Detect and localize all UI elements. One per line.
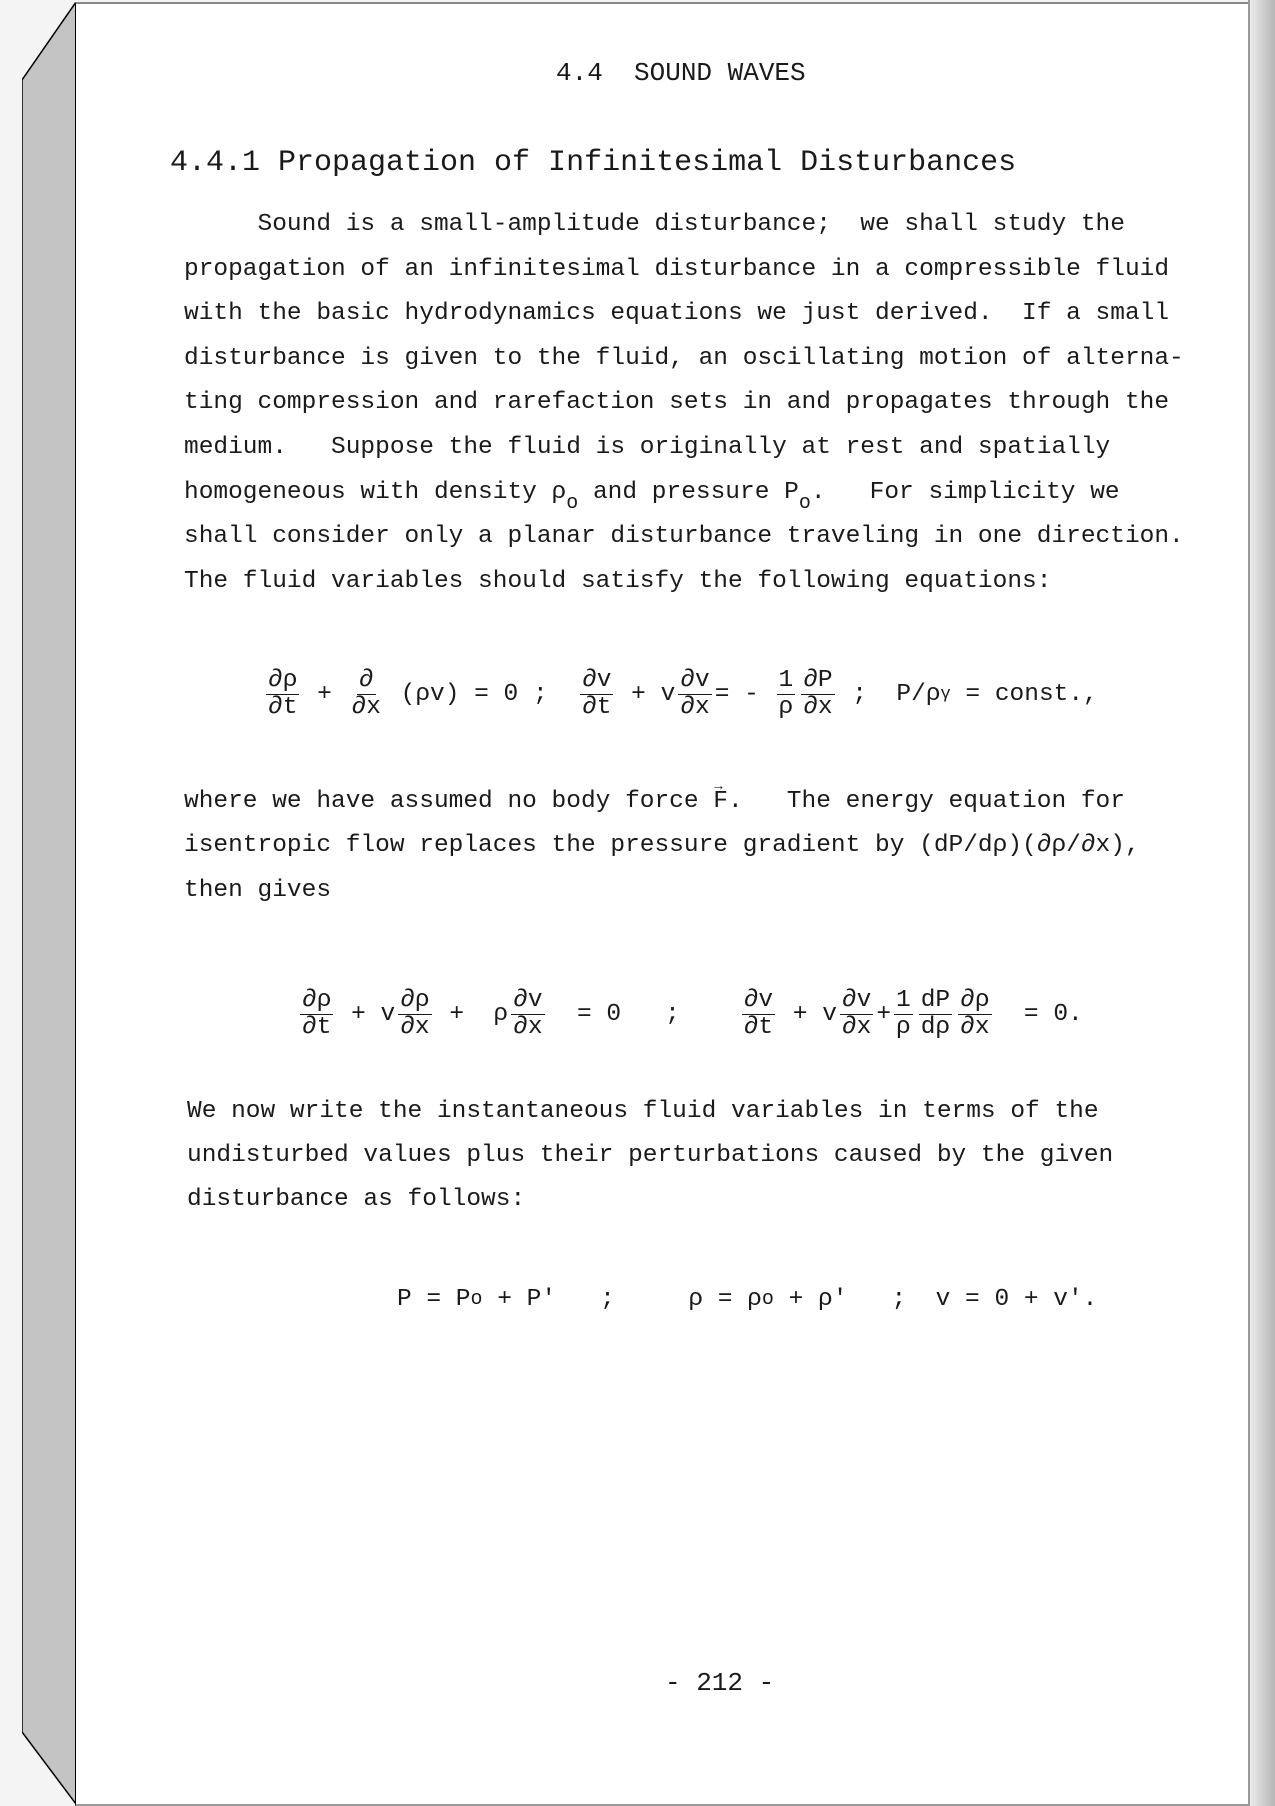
text-run: homogeneous with density ρ bbox=[184, 478, 567, 506]
subsection-heading: 4.4.1 Propagation of Infinitesimal Disturbances bbox=[170, 146, 1017, 180]
text-line bbox=[184, 567, 1051, 597]
text-run: + v bbox=[778, 1001, 837, 1028]
denominator: ∂x bbox=[400, 1014, 430, 1041]
section-title: 4.4 SOUND WAVES bbox=[556, 58, 806, 88]
text-line bbox=[184, 831, 1140, 861]
text-run: ; P/ρ bbox=[837, 681, 941, 708]
fraction bbox=[840, 988, 873, 1041]
subscript: o bbox=[798, 491, 811, 515]
denominator: ρ bbox=[896, 1014, 911, 1041]
denominator: ∂x bbox=[841, 1014, 872, 1041]
text-line bbox=[184, 478, 1120, 515]
text-run: + ρ' ; v = 0 + v'. bbox=[773, 1286, 1098, 1313]
text-run: . For simplicity we bbox=[810, 478, 1120, 506]
denominator: ρ bbox=[778, 694, 794, 721]
text-run: = 0 ; bbox=[547, 1001, 739, 1028]
numerator: ∂v bbox=[743, 987, 774, 1014]
numerator: ∂v bbox=[513, 987, 543, 1014]
text-line bbox=[184, 787, 1125, 817]
fraction bbox=[580, 668, 613, 721]
text-run: Sound is a small-amplitude disturbance; we shall study the bbox=[184, 211, 1125, 238]
text-line bbox=[184, 876, 331, 906]
text-line bbox=[184, 210, 1125, 240]
denominator: ∂x bbox=[960, 1014, 990, 1041]
fraction bbox=[801, 668, 834, 721]
text-run: + ρ bbox=[434, 1001, 509, 1028]
fraction bbox=[919, 988, 952, 1041]
denominator: ∂t bbox=[302, 1014, 332, 1041]
text-line bbox=[184, 344, 1184, 374]
denominator: ∂x bbox=[513, 1014, 543, 1041]
fraction bbox=[511, 988, 544, 1041]
numerator: ∂v bbox=[841, 987, 872, 1014]
book-spine bbox=[22, 2, 76, 1804]
numerator: dP bbox=[920, 987, 951, 1014]
numerator: ∂ρ bbox=[960, 987, 990, 1014]
vector-symbol: → F bbox=[713, 787, 728, 817]
numerator: ∂ bbox=[358, 667, 374, 694]
text-run: medium. Suppose the fluid is originally at rest and spatially bbox=[184, 434, 1111, 461]
fraction bbox=[300, 988, 333, 1041]
equation-1: $\frac{\partial\rho}{\partial t}$ + $\frac{\partial}{\partial x}$ (ρv) = 0 ; $\frac{\partial v}{\partial t}$ + v $\frac{\partial v}{\partial x}$ = - $\frac{1}{\rho}$ $\frac{\partial P}{\partial x}$ ; P/ρ γ = const., bbox=[268, 667, 1098, 721]
numerator: ∂v bbox=[582, 667, 612, 694]
text-run: propagation of an infinitesimal disturbance in a compressible fluid bbox=[184, 255, 1170, 283]
text-run: = - bbox=[714, 681, 774, 708]
numerator: ∂ρ bbox=[268, 667, 298, 694]
text-line bbox=[187, 1185, 525, 1215]
page-number: - 212 - bbox=[665, 1668, 775, 1698]
numerator: 1 bbox=[896, 987, 911, 1014]
text-line bbox=[187, 1141, 1113, 1171]
text-line bbox=[184, 522, 1184, 552]
denominator: ∂x bbox=[351, 694, 381, 721]
text-run: + bbox=[302, 681, 347, 708]
text-run: . The energy equation for bbox=[728, 788, 1125, 815]
text-run: = const., bbox=[950, 681, 1098, 708]
fraction bbox=[266, 668, 299, 721]
numerator: 1 bbox=[778, 667, 794, 694]
text-run: and pressure P bbox=[578, 478, 799, 506]
text-run: disturbance as follows: bbox=[187, 1186, 526, 1213]
fraction bbox=[777, 668, 796, 721]
text-run: The fluid variables should satisfy the following equations: bbox=[184, 567, 1052, 595]
text-line bbox=[184, 388, 1169, 418]
fraction bbox=[958, 988, 991, 1041]
page-edge bbox=[1248, 0, 1275, 1806]
text-run: with the basic hydrodynamics equations we just derived. If a small bbox=[184, 300, 1170, 328]
text-run: undisturbed values plus their perturbations caused by the given bbox=[187, 1142, 1114, 1169]
text-run: then gives bbox=[184, 876, 332, 904]
denominator: ∂x bbox=[680, 694, 710, 721]
text-run: + P' ; ρ = ρ bbox=[482, 1286, 762, 1313]
text-run: + bbox=[876, 1001, 892, 1028]
equation-3: P = P o + P' ; ρ = ρ o + ρ' ; v = 0 + v'. bbox=[397, 1286, 1098, 1313]
denominator: dρ bbox=[920, 1014, 951, 1041]
text-run: + v bbox=[336, 1001, 396, 1028]
text-line bbox=[184, 255, 1169, 285]
fraction bbox=[398, 988, 431, 1041]
text-run: isentropic flow replaces the pressure gradient by (dP/dρ)(∂ρ/∂x), bbox=[184, 832, 1140, 860]
fraction bbox=[350, 668, 383, 721]
numerator: ∂ρ bbox=[302, 987, 332, 1014]
text-run: ting compression and rarefaction sets in and propagates through the bbox=[184, 389, 1170, 417]
denominator: ∂t bbox=[582, 694, 612, 721]
fraction bbox=[894, 988, 913, 1041]
text-run: We now write the instantaneous fluid variables in terms of the bbox=[187, 1098, 1099, 1125]
fraction bbox=[678, 668, 711, 721]
text-run: + v bbox=[616, 681, 676, 708]
subscript: o bbox=[566, 491, 579, 515]
text-run: = 0. bbox=[994, 1001, 1083, 1028]
numerator: ∂v bbox=[680, 667, 710, 694]
text-run: where we have assumed no body force bbox=[184, 788, 714, 815]
denominator: ∂x bbox=[803, 694, 833, 721]
denominator: ∂t bbox=[743, 1014, 774, 1041]
text-run: P = P bbox=[397, 1286, 471, 1313]
fraction bbox=[742, 988, 775, 1041]
text-line bbox=[187, 1097, 1099, 1127]
equation-2 bbox=[297, 988, 1083, 1041]
text-line bbox=[184, 433, 1110, 463]
denominator: ∂t bbox=[268, 694, 298, 721]
text-line bbox=[184, 299, 1169, 329]
numerator: ∂P bbox=[803, 667, 833, 694]
text-run: shall consider only a planar disturbance traveling in one direction. bbox=[184, 523, 1184, 551]
numerator: ∂ρ bbox=[400, 987, 430, 1014]
text-run: disturbance is given to the fluid, an oscillating motion of alterna- bbox=[184, 344, 1184, 372]
text-run: (ρv) = 0 ; bbox=[385, 681, 578, 708]
